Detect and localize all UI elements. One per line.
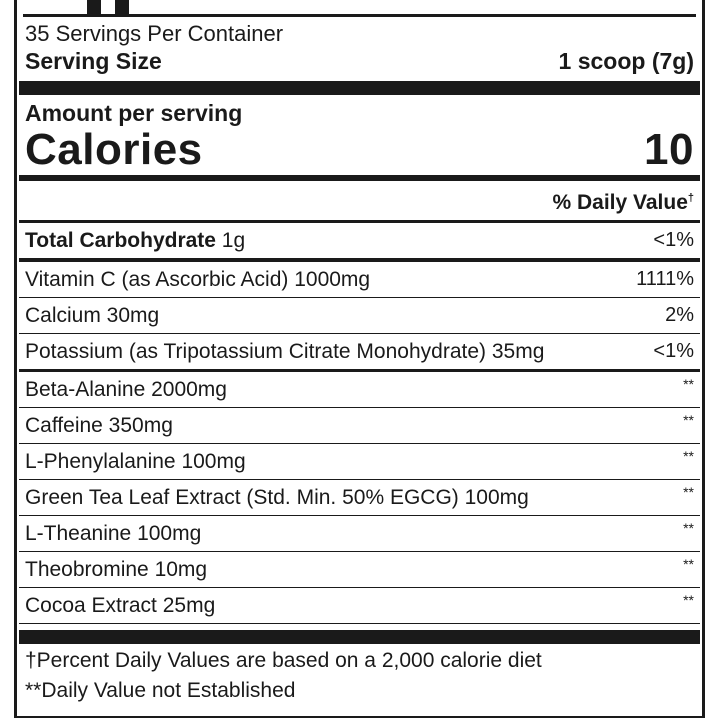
nutrition-label (14, 0, 705, 718)
nutrient-name-text: Calcium 30mg (25, 303, 160, 327)
nutrient-row (19, 220, 700, 258)
nutrient-daily-value: 2% (665, 304, 694, 326)
nutrient-rows (25, 220, 694, 630)
thick-divider (19, 81, 700, 95)
servings-per-container: 35 Servings Per Container (25, 21, 284, 46)
nutrient-row (19, 515, 700, 551)
nutrient-name (25, 229, 245, 253)
nutrient-daily-value: <1% (653, 340, 694, 362)
footnote-not-established: **Daily Value not Established (25, 679, 296, 702)
nutrient-daily-value: ** (683, 555, 694, 572)
nutrient-name (25, 414, 173, 438)
daily-value-header (25, 181, 694, 220)
nutrient-daily-value: ** (683, 519, 694, 536)
footnote-daily-values: †Percent Daily Values are based on a 2,000 calorie diet (25, 649, 542, 672)
calories-row (25, 127, 694, 173)
nutrient-daily-value: ** (683, 375, 694, 392)
nutrient-amount: 1g (215, 228, 246, 252)
nutrient-name-text: Vitamin C (as Ascorbic Acid) 1000mg (25, 267, 371, 291)
calories-value: 10 (644, 125, 694, 174)
nutrient-name-text: Total Carbohydrate (25, 228, 216, 252)
nutrient-daily-value: ** (683, 483, 694, 500)
nutrient-name-text: Potassium (as Tripotassium Citrate Monohydrate) 35mg (25, 339, 545, 363)
serving-size-row (25, 47, 694, 75)
nutrient-daily-value: ** (683, 447, 694, 464)
nutrient-name-text: Theobromine 10mg (25, 557, 208, 581)
nutrient-name (25, 486, 529, 510)
cropped-title-fragment (17, 0, 702, 14)
bottom-thick-divider (19, 630, 700, 644)
nutrient-name (25, 450, 246, 474)
serving-size-value: 1 scoop (7g) (558, 48, 694, 74)
nutrient-row (19, 333, 700, 369)
nutrient-name (25, 304, 159, 328)
nutrient-name-text: L-Phenylalanine 100mg (25, 449, 246, 473)
dagger-mark: † (687, 192, 694, 204)
nutrient-name (25, 340, 544, 364)
nutrient-row (19, 551, 700, 587)
nutrient-name (25, 594, 215, 618)
amount-per-serving: Amount per serving (25, 100, 243, 126)
nutrient-daily-value: ** (683, 411, 694, 428)
serving-size-label: Serving Size (25, 48, 162, 74)
nutrient-daily-value: <1% (653, 229, 694, 251)
footnotes (25, 646, 694, 706)
nutrient-daily-value: ** (683, 591, 694, 608)
nutrient-name-text: Caffeine 350mg (25, 413, 173, 437)
nutrient-name (25, 268, 370, 292)
nutrient-row (19, 258, 700, 297)
nutrient-row (19, 407, 700, 443)
nutrient-daily-value: 1111% (636, 268, 694, 290)
nutrient-name-text: Cocoa Extract 25mg (25, 593, 216, 617)
calories-label: Calories (25, 125, 203, 174)
nutrient-name (25, 558, 207, 582)
nutrient-name-text: L-Theanine 100mg (25, 521, 202, 545)
nutrient-name (25, 522, 201, 546)
daily-value-header-text: % Daily Value (552, 191, 688, 214)
nutrient-name (25, 378, 227, 402)
nutrient-name-text: Beta-Alanine 2000mg (25, 377, 227, 401)
nutrient-row (19, 369, 700, 407)
nutrient-row (19, 587, 700, 623)
nutrient-row (19, 297, 700, 333)
nutrient-name-text: Green Tea Leaf Extract (Std. Min. 50% EGCG) 100mg (25, 485, 529, 509)
nutrient-row (19, 443, 700, 479)
rows-end-rule (19, 623, 700, 630)
nutrient-row (19, 479, 700, 515)
label-body (25, 17, 694, 706)
